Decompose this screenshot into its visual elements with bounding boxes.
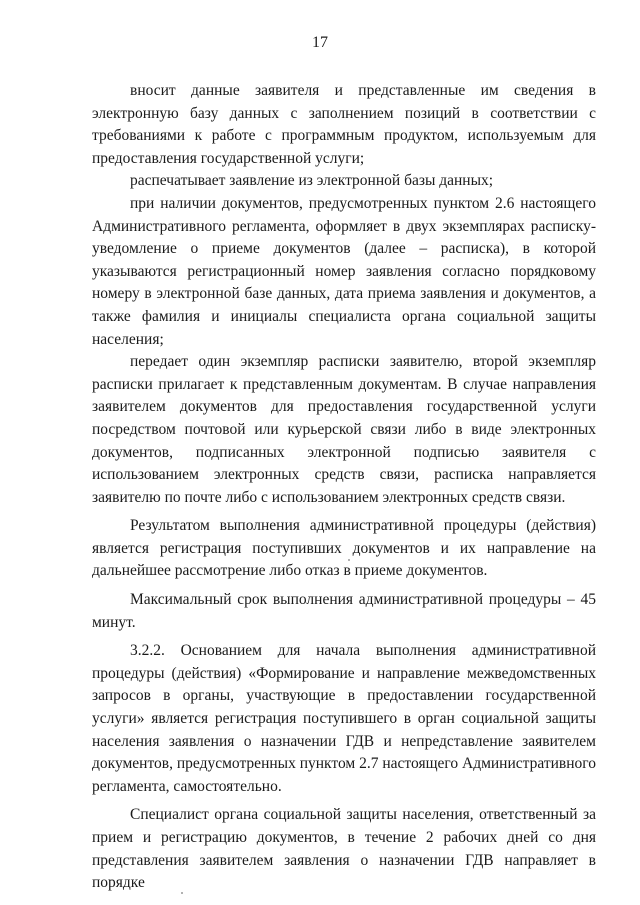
paragraph-max-duration: Максимальный срок выполнения административной процедуры – 45 минут. [92,591,596,631]
page-number: 17 [312,34,328,51]
paragraph-procedure-result: Результатом выполнения административной процедуры (действия) является регистрация поступивших документов и их направление на дальнейшее рассмотрение либо отказ в приеме документов. [92,517,596,580]
scan-speck [181,892,183,894]
document-body [92,80,596,895]
paragraph-section-3-2-2: 3.2.2. Основанием для начала выполнения административной процедуры (действия) «Формирование и направление межведомственных запросов в органы, участвующие в предоставлении государственной услуги» является регистрация поступившего в орган социальной защиты населения заявления о назначении ГДВ и непредставление заявителем документов, предусмотренных пунктом 2.7 настоящего Административного регламента, самостоятельно. [92,642,596,795]
paragraph-hand-over-receipt: передает один экземпляр расписки заявителю, второй экземпляр расписки прилагает к представленным документам. В случае направления заявителем документов для предоставления государственной услуги посредством почтовой или курьерской связи либо в виде электронных документов, подписанных электронной подписью заявителя с использованием электронных средств связи, расписка направляется заявителю по почте либо с использованием электронных средств связи. [92,353,596,506]
paragraph-enter-data: вносит данные заявителя и представленные им сведения в электронную базу данных с заполнением позиций в соответствии с требованиями к работе с программным продуктом, используемым для предоставления государственной услуги; [92,82,596,167]
paragraph-issue-receipt: при наличии документов, предусмотренных пунктом 2.6 настоящего Административного регламента, оформляет в двух экземплярах расписку-уведомление о приеме документов (далее – расписка), в которой указываются регистрационный номер заявления согласно порядковому номеру в электронной базе данных, дата приема заявления и документов, а также фамилия и инициалы специалиста органа социальной защиты населения; [92,194,596,348]
scan-speck [348,559,350,561]
paragraph-print-application: распечатывает заявление из электронной базы данных; [130,172,494,190]
paragraph-specialist: Специалист органа социальной защиты населения, ответственный за прием и регистрацию документов, в течение 2 рабочих дней со дня представления заявителем заявления о назначении ГДВ направляет в порядке [92,806,596,892]
